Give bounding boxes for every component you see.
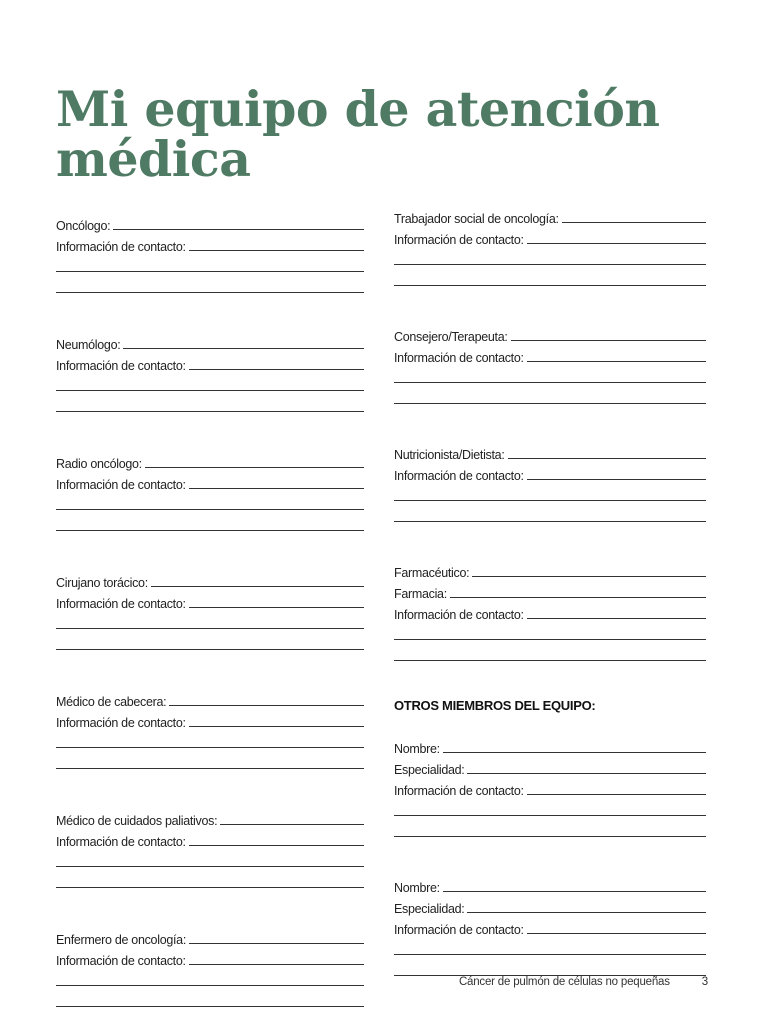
contact-field[interactable]	[56, 947, 364, 968]
fill-line	[472, 576, 706, 577]
fill-line	[56, 271, 364, 272]
fill-line	[527, 618, 706, 619]
fill-line	[56, 866, 364, 867]
other-member-block	[394, 874, 706, 979]
contact-label: Información de contacto:	[394, 351, 524, 365]
fill-line	[56, 985, 364, 986]
contact-field[interactable]	[394, 226, 706, 247]
footer-doc-title: Cáncer de pulmón de células no pequeñas	[458, 976, 670, 988]
contact-field[interactable]	[56, 709, 364, 730]
name-label: Nombre:	[394, 881, 440, 895]
fill-line	[56, 509, 364, 510]
specialty-field[interactable]	[394, 895, 706, 916]
fill-line	[123, 348, 364, 349]
role-label: Enfermero de oncología:	[56, 933, 186, 947]
blank-line[interactable]	[56, 394, 364, 415]
fill-line	[562, 222, 706, 223]
fill-line	[56, 649, 364, 650]
fill-line	[394, 521, 706, 522]
role-label: Cirujano torácico:	[56, 576, 148, 590]
care-team-block-pharmacist	[394, 559, 706, 664]
fill-line	[189, 964, 364, 965]
fill-line	[467, 912, 706, 913]
specialty-label: Especialidad:	[394, 902, 465, 916]
fill-line	[394, 403, 706, 404]
fill-line	[189, 369, 364, 370]
page-footer	[459, 976, 708, 988]
blank-line[interactable]	[394, 504, 706, 525]
contact-label: Información de contacto:	[394, 608, 524, 622]
role-label: Consejero/Terapeuta:	[394, 330, 508, 344]
blank-line[interactable]	[56, 730, 364, 751]
fill-line	[467, 773, 706, 774]
role-field[interactable]	[56, 688, 364, 709]
contact-field[interactable]	[56, 828, 364, 849]
role-label: Nutricionista/Dietista:	[394, 448, 505, 462]
blank-line[interactable]	[56, 254, 364, 275]
fill-line	[527, 243, 706, 244]
contact-label: Información de contacto:	[56, 716, 186, 730]
fill-line	[189, 250, 364, 251]
fill-line	[394, 264, 706, 265]
contact-label: Información de contacto:	[56, 835, 186, 849]
care-team-block-nutritionist	[394, 441, 706, 525]
fill-line	[169, 705, 364, 706]
blank-line[interactable]	[394, 483, 706, 504]
blank-line[interactable]	[56, 870, 364, 891]
blank-line[interactable]	[394, 643, 706, 664]
fill-line	[394, 836, 706, 837]
fill-line	[394, 639, 706, 640]
fill-line	[443, 752, 706, 753]
role-field[interactable]	[56, 569, 364, 590]
care-team-block-radiation-oncologist	[56, 450, 364, 534]
blank-line[interactable]	[56, 849, 364, 870]
blank-line[interactable]	[394, 819, 706, 840]
fill-line	[56, 747, 364, 748]
fill-line	[56, 628, 364, 629]
right-column	[394, 205, 706, 1013]
page-title: Mi equipo de atención médica	[56, 80, 660, 188]
fill-line	[56, 390, 364, 391]
fill-line	[443, 891, 706, 892]
contact-label: Información de contacto:	[394, 784, 524, 798]
fill-line	[56, 1006, 364, 1007]
fill-line	[113, 229, 364, 230]
contact-field[interactable]	[394, 777, 706, 798]
blank-line[interactable]	[56, 989, 364, 1010]
page-number: 3	[701, 976, 708, 988]
fill-line	[189, 943, 364, 944]
other-members-heading: OTROS MIEMBROS DEL EQUIPO:	[394, 698, 596, 713]
contact-label: Información de contacto:	[394, 233, 524, 247]
care-team-block-pulmonologist	[56, 331, 364, 415]
fill-line	[394, 285, 706, 286]
contact-label: Información de contacto:	[56, 478, 186, 492]
care-team-block-counselor	[394, 323, 706, 407]
other-member-block	[394, 735, 706, 840]
fill-line	[527, 479, 706, 480]
name-label: Nombre:	[394, 742, 440, 756]
contact-field[interactable]	[394, 601, 706, 622]
blank-line[interactable]	[56, 611, 364, 632]
blank-line[interactable]	[56, 968, 364, 989]
role-label: Neumólogo:	[56, 338, 121, 352]
role-field[interactable]	[56, 926, 364, 947]
contact-label: Información de contacto:	[394, 923, 524, 937]
pharmacy-field[interactable]	[394, 580, 706, 601]
care-team-block-thoracic-surgeon	[56, 569, 364, 653]
fill-line	[450, 597, 706, 598]
contact-field[interactable]	[394, 344, 706, 365]
role-field[interactable]	[394, 441, 706, 462]
role-field[interactable]	[394, 323, 706, 344]
contact-field[interactable]	[394, 462, 706, 483]
specialty-field[interactable]	[394, 756, 706, 777]
role-field[interactable]	[394, 205, 706, 226]
fill-line	[56, 768, 364, 769]
blank-line[interactable]	[56, 513, 364, 534]
blank-line[interactable]	[394, 247, 706, 268]
blank-line[interactable]	[56, 373, 364, 394]
role-field[interactable]	[56, 450, 364, 471]
contact-label: Información de contacto:	[56, 954, 186, 968]
care-team-block-oncologist	[56, 212, 364, 296]
pharmacy-label: Farmacia:	[394, 587, 447, 601]
role-label: Trabajador social de oncología:	[394, 212, 559, 226]
fill-line	[508, 458, 706, 459]
blank-line[interactable]	[394, 937, 706, 958]
role-label: Médico de cuidados paliativos:	[56, 814, 218, 828]
name-field[interactable]	[394, 874, 706, 895]
role-field[interactable]	[56, 212, 364, 233]
contact-field[interactable]	[56, 352, 364, 373]
care-team-block-primary-care	[56, 688, 364, 772]
contact-label: Información de contacto:	[394, 469, 524, 483]
fill-line	[527, 794, 706, 795]
blank-line[interactable]	[394, 268, 706, 289]
blank-line[interactable]	[394, 365, 706, 386]
fill-line	[394, 382, 706, 383]
role-label: Médico de cabecera:	[56, 695, 167, 709]
fill-line	[56, 887, 364, 888]
blank-line[interactable]	[394, 798, 706, 819]
fill-line	[189, 845, 364, 846]
contact-label: Información de contacto:	[56, 240, 186, 254]
blank-line[interactable]	[394, 622, 706, 643]
role-field[interactable]	[56, 331, 364, 352]
contact-field[interactable]	[56, 471, 364, 492]
role-label: Farmacéutico:	[394, 566, 470, 580]
fill-line	[189, 726, 364, 727]
blank-line[interactable]	[56, 751, 364, 772]
care-team-block-social-worker	[394, 205, 706, 289]
role-label: Radio oncólogo:	[56, 457, 142, 471]
left-column	[56, 212, 364, 1024]
fill-line	[189, 607, 364, 608]
name-field[interactable]	[394, 735, 706, 756]
fill-line	[511, 340, 706, 341]
fill-line	[151, 586, 364, 587]
blank-line[interactable]	[394, 386, 706, 407]
blank-line[interactable]	[56, 632, 364, 653]
care-team-block-palliative-care	[56, 807, 364, 891]
blank-line[interactable]	[56, 275, 364, 296]
blank-line[interactable]	[56, 492, 364, 513]
specialty-label: Especialidad:	[394, 763, 465, 777]
contact-label: Información de contacto:	[56, 359, 186, 373]
fill-line	[394, 954, 706, 955]
fill-line	[394, 815, 706, 816]
fill-line	[394, 660, 706, 661]
contact-field[interactable]	[394, 916, 706, 937]
role-field[interactable]	[394, 559, 706, 580]
contact-label: Información de contacto:	[56, 597, 186, 611]
fill-line	[220, 824, 364, 825]
fill-line	[527, 361, 706, 362]
fill-line	[56, 530, 364, 531]
contact-field[interactable]	[56, 233, 364, 254]
fill-line	[394, 500, 706, 501]
fill-line	[189, 488, 364, 489]
contact-field[interactable]	[56, 590, 364, 611]
role-label: Oncólogo:	[56, 219, 111, 233]
fill-line	[145, 467, 364, 468]
fill-line	[56, 292, 364, 293]
care-team-block-oncology-nurse	[56, 926, 364, 1010]
fill-line	[56, 411, 364, 412]
fill-line	[527, 933, 706, 934]
role-field[interactable]	[56, 807, 364, 828]
